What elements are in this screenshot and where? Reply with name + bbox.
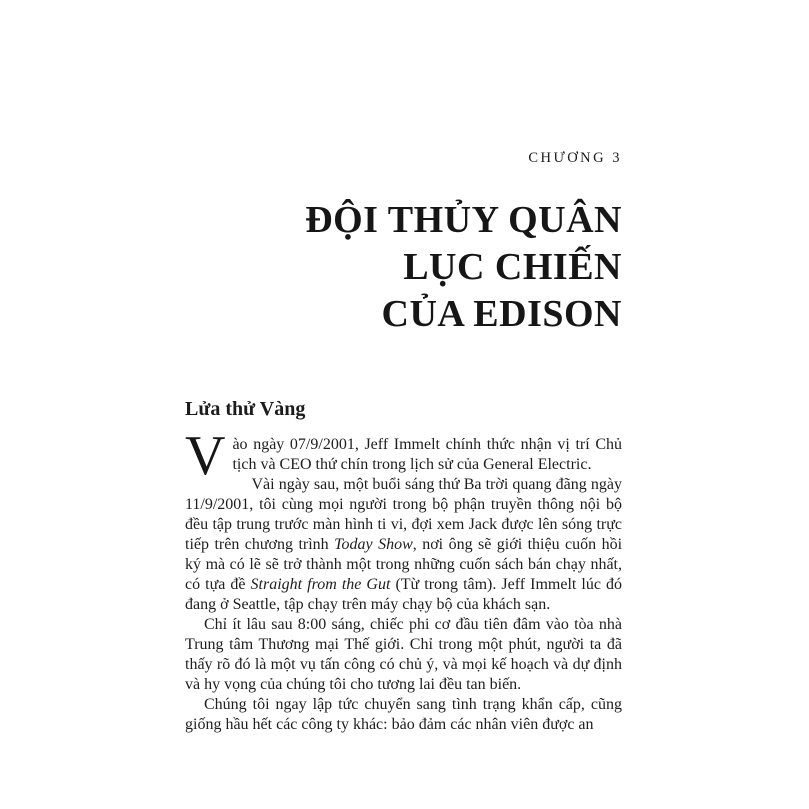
drop-cap: V xyxy=(185,425,226,487)
chapter-title-line-1: ĐỘI THỦY QUÂN xyxy=(305,199,622,241)
page-content xyxy=(185,0,622,735)
chapter-label: CHƯƠNG 3 xyxy=(528,150,622,166)
paragraph-1-text: ào ngày 07/9/2001, Jeff Immelt chính thức nhận vị trí Chủ tịch và CEO thứ chín trong lịch sử của General Electric. xyxy=(232,436,622,473)
body-text xyxy=(185,425,623,735)
paragraph-2: Vài ngày sau, một buổi sáng thứ Ba trời quang đãng ngày 11/9/2001, tôi cùng mọi người trong bộ phận truyền thông nội bộ đều tập trung trước màn hình ti vi, đợi xem Jack được lên sóng trực tiếp trên chương trình Today Show, nơi ông sẽ giới thiệu cuốn hồi ký mà có lẽ sẽ trở thành một trong những cuốn sách bán chạy nhất, có tựa đề Straight from the Gut (Từ trong tâm). Jeff Immelt lúc đó đang ở Seattle, tập chạy trên máy chạy bộ của khách sạn. xyxy=(185,476,623,613)
paragraph-1 xyxy=(185,425,622,487)
chapter-title-line-2: LỤC CHIẾN xyxy=(403,246,622,288)
paragraph-3: Chỉ ít lâu sau 8:00 sáng, chiếc phi cơ đầu tiên đâm vào tòa nhà Trung tâm Thương mại Thế giới. Chỉ trong một phút, người ta đã thấy rõ đó là một vụ tấn công có chủ ý, và mọi kế hoạch và dự định và hy vọng của chúng tôi cho tương lai đều tan biến. xyxy=(185,616,622,693)
section-heading: Lửa thử Vàng xyxy=(185,398,306,420)
chapter-title xyxy=(185,197,622,338)
paragraph-4: Chúng tôi ngay lập tức chuyển sang tình trạng khẩn cấp, cũng giống hầu hết các công ty khác: bảo đảm các nhân viên được an xyxy=(185,696,622,733)
chapter-title-line-3: CỦA EDISON xyxy=(381,293,622,335)
